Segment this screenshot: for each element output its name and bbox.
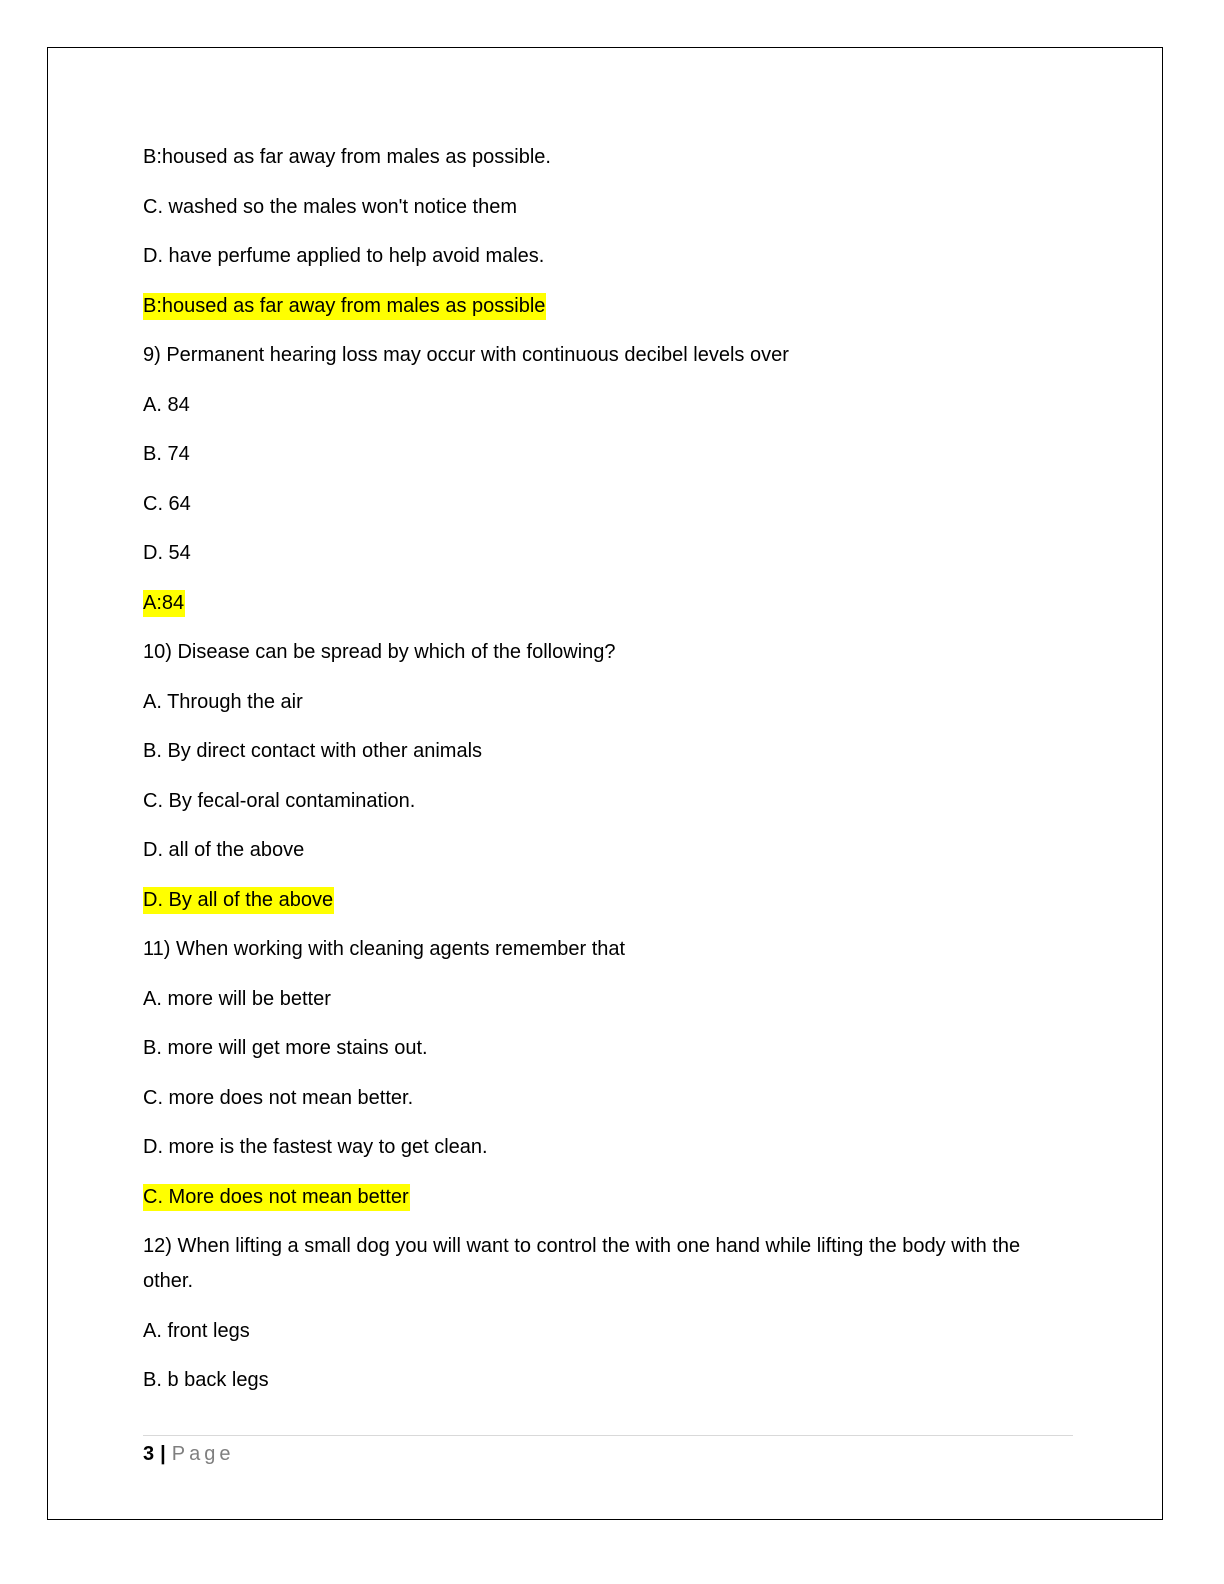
- option-d-text: D. 54: [143, 542, 191, 564]
- option-c-text: C. washed so the males won't notice them: [143, 195, 518, 218]
- option-a-text: A. Through the air: [143, 690, 303, 713]
- option-b-text: B. 74: [143, 443, 190, 465]
- highlighted-answer: A:84: [143, 590, 185, 617]
- footer-divider: [143, 1435, 1073, 1436]
- text-line: [143, 388, 1073, 423]
- highlighted-answer: D. By all of the above: [143, 887, 334, 914]
- text-line: [143, 1314, 1073, 1349]
- question-line: [143, 635, 1073, 670]
- answer-line: [143, 883, 1073, 918]
- text-line: [143, 685, 1073, 720]
- text-line: [143, 1363, 1073, 1398]
- footer-separator: |: [160, 1443, 166, 1465]
- question-line: [143, 338, 1073, 373]
- text-line: [143, 536, 1073, 571]
- question-11: 11) When working with cleaning agents remember that: [143, 938, 626, 960]
- highlighted-answer: C. More does not mean better: [143, 1184, 410, 1211]
- option-b-text: B. more will get more stains out.: [143, 1037, 428, 1059]
- option-b-text: B. b back legs: [143, 1369, 269, 1391]
- option-d-text: D. have perfume applied to help avoid males.: [143, 245, 545, 267]
- text-line: [143, 833, 1073, 868]
- option-b-text: B. By direct contact with other animals: [143, 740, 483, 762]
- answer-line: [143, 1180, 1073, 1215]
- option-c-text: C. 64: [143, 492, 191, 515]
- document-body: [143, 140, 1073, 1413]
- option-d-text: D. more is the fastest way to get clean.: [143, 1136, 488, 1158]
- text-line: [143, 437, 1073, 472]
- option-a-text: A. 84: [143, 393, 190, 416]
- option-a-text: A. front legs: [143, 1319, 250, 1342]
- option-c-text: C. By fecal-oral contamination.: [143, 789, 416, 812]
- text-line: [143, 190, 1073, 225]
- text-line: [143, 1031, 1073, 1066]
- option-c-text: C. more does not mean better.: [143, 1086, 414, 1109]
- question-line: [143, 1229, 1073, 1299]
- text-line: [143, 140, 1073, 175]
- page-label: Page: [171, 1443, 235, 1465]
- option-d-text: D. all of the above: [143, 839, 305, 861]
- text-line: [143, 784, 1073, 819]
- option-b-text: B:housed as far away from males as possible.: [143, 146, 551, 168]
- text-line: [143, 487, 1073, 522]
- answer-line: [143, 586, 1073, 621]
- question-10: 10) Disease can be spread by which of the following?: [143, 641, 616, 663]
- page-number: 3: [143, 1443, 155, 1465]
- text-line: [143, 982, 1073, 1017]
- question-9: 9) Permanent hearing loss may occur with continuous decibel levels over: [143, 344, 789, 366]
- highlighted-answer: B:housed as far away from males as possible: [143, 293, 546, 320]
- question-12: 12) When lifting a small dog you will want to control the with one hand while lifting the body with the other.: [143, 1235, 1021, 1292]
- text-line: [143, 239, 1073, 274]
- option-a-text: A. more will be better: [143, 987, 331, 1010]
- text-line: [143, 1081, 1073, 1116]
- text-line: [143, 734, 1073, 769]
- question-line: [143, 932, 1073, 967]
- page-footer: [143, 1440, 234, 1468]
- text-line: [143, 1130, 1073, 1165]
- answer-line: [143, 289, 1073, 324]
